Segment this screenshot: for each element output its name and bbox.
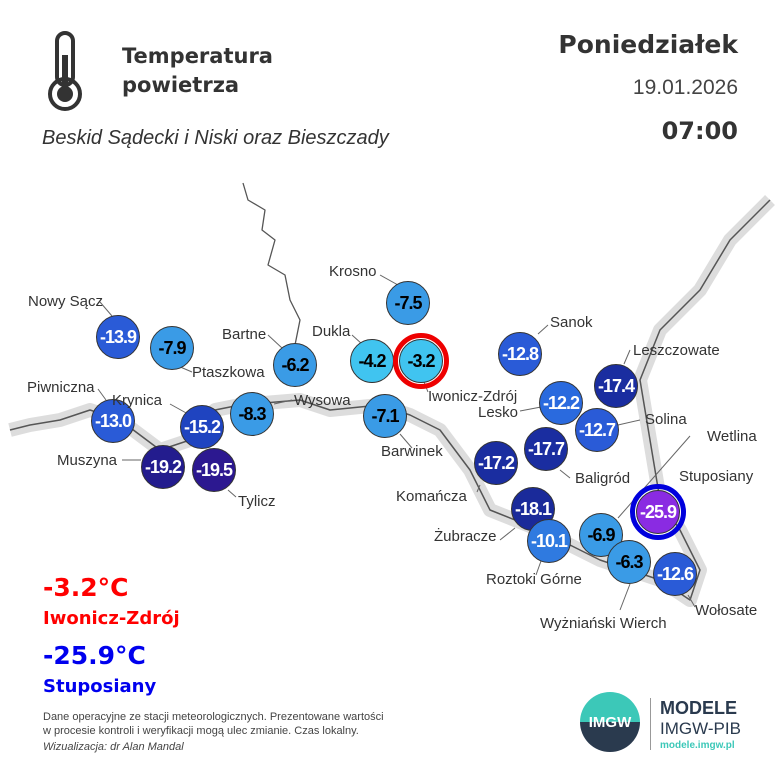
imgw-logo <box>580 692 640 752</box>
station-marker[interactable]: -6.3 <box>607 540 651 584</box>
station-marker[interactable]: -13.9 <box>96 315 140 359</box>
station-marker[interactable]: -13.0 <box>91 399 135 443</box>
time: 07:00 <box>661 117 738 145</box>
station-label: Solina <box>645 411 687 428</box>
station-label: Sanok <box>550 314 593 331</box>
logo-divider <box>650 698 651 750</box>
station-marker[interactable]: -3.2 <box>399 339 443 383</box>
imgw-logo-mark: IMGW <box>588 713 632 731</box>
date: 19.01.2026 <box>632 76 738 99</box>
station-marker[interactable]: -25.9 <box>636 490 680 534</box>
disclaimer-line: Dane operacyjne ze stacji meteorologicznych. Prezentowane wartości <box>43 711 384 723</box>
min-temperature-value: -25.9°C <box>43 641 146 670</box>
station-label: Nowy Sącz <box>28 293 104 310</box>
max-temperature-station: Iwonicz-Zdrój <box>43 608 180 629</box>
station-marker[interactable]: -18.1 <box>511 487 555 531</box>
station-label: Krynica <box>112 392 163 409</box>
station-marker[interactable]: -7.5 <box>386 281 430 325</box>
station-label: Wysowa <box>294 392 351 409</box>
station-marker[interactable]: -12.2 <box>539 381 583 425</box>
station-marker[interactable]: -17.4 <box>594 364 638 408</box>
title: Temperatura powietrza <box>122 44 273 97</box>
station-marker[interactable]: -19.2 <box>141 445 185 489</box>
station-label: Żubracze <box>434 528 497 545</box>
station-marker[interactable]: -10.1 <box>527 519 571 563</box>
credit: Wizualizacja: dr Alan Mandal <box>43 741 184 753</box>
station-label: Baligród <box>575 470 631 487</box>
station-label: Stuposiany <box>679 468 754 485</box>
station-marker[interactable]: -12.8 <box>498 332 542 376</box>
station-label: Ptaszkowa <box>192 364 265 381</box>
station-label: Muszyna <box>57 452 118 469</box>
logo-url[interactable]: modele.imgw.pl <box>660 740 735 751</box>
station-marker[interactable]: -15.2 <box>180 405 224 449</box>
min-temperature-station: Stuposiany <box>43 676 157 697</box>
station-marker[interactable]: -12.7 <box>575 408 619 452</box>
station-marker[interactable]: -4.2 <box>350 339 394 383</box>
station-label: Iwonicz-Zdrój <box>428 388 518 405</box>
station-marker[interactable]: -7.9 <box>150 326 194 370</box>
disclaimer <box>43 710 384 754</box>
station-label: Dukla <box>312 323 351 340</box>
station-label: Krosno <box>329 263 377 280</box>
station-marker[interactable]: -12.6 <box>653 552 697 596</box>
station-label: Leszczowate <box>633 342 720 359</box>
station-marker[interactable]: -6.2 <box>273 343 317 387</box>
station-marker[interactable]: -19.5 <box>192 448 236 492</box>
max-temperature-value: -3.2°C <box>43 573 129 602</box>
station-label: Wołosate <box>695 602 758 619</box>
station-label: Bartne <box>222 326 267 343</box>
station-marker[interactable]: -17.7 <box>524 427 568 471</box>
logo-title: MODELE <box>660 698 738 718</box>
disclaimer-line: w procesie kontroli i weryfikacji mogą ulec zmianie. Czas lokalny. <box>43 725 359 737</box>
logo-subtitle: IMGW-PIB <box>660 719 741 738</box>
station-label: Roztoki Górne <box>486 571 582 588</box>
station-label: Komańcza <box>396 488 467 505</box>
region-subtitle: Beskid Sądecki i Niski oraz Bieszczady <box>42 127 389 149</box>
station-marker[interactable]: -7.1 <box>363 394 407 438</box>
station-label: Wyżniański Wierch <box>540 615 667 632</box>
station-label: Tylicz <box>238 493 276 510</box>
station-marker[interactable]: -8.3 <box>230 392 274 436</box>
station-label: Piwniczna <box>27 379 95 396</box>
station-label: Barwinek <box>381 443 443 460</box>
station-label: Wetlina <box>707 428 757 445</box>
station-marker[interactable]: -6.9 <box>579 513 623 557</box>
day-of-week: Poniedziałek <box>558 30 738 59</box>
station-label: Lesko <box>478 404 519 421</box>
station-marker[interactable]: -17.2 <box>474 441 518 485</box>
